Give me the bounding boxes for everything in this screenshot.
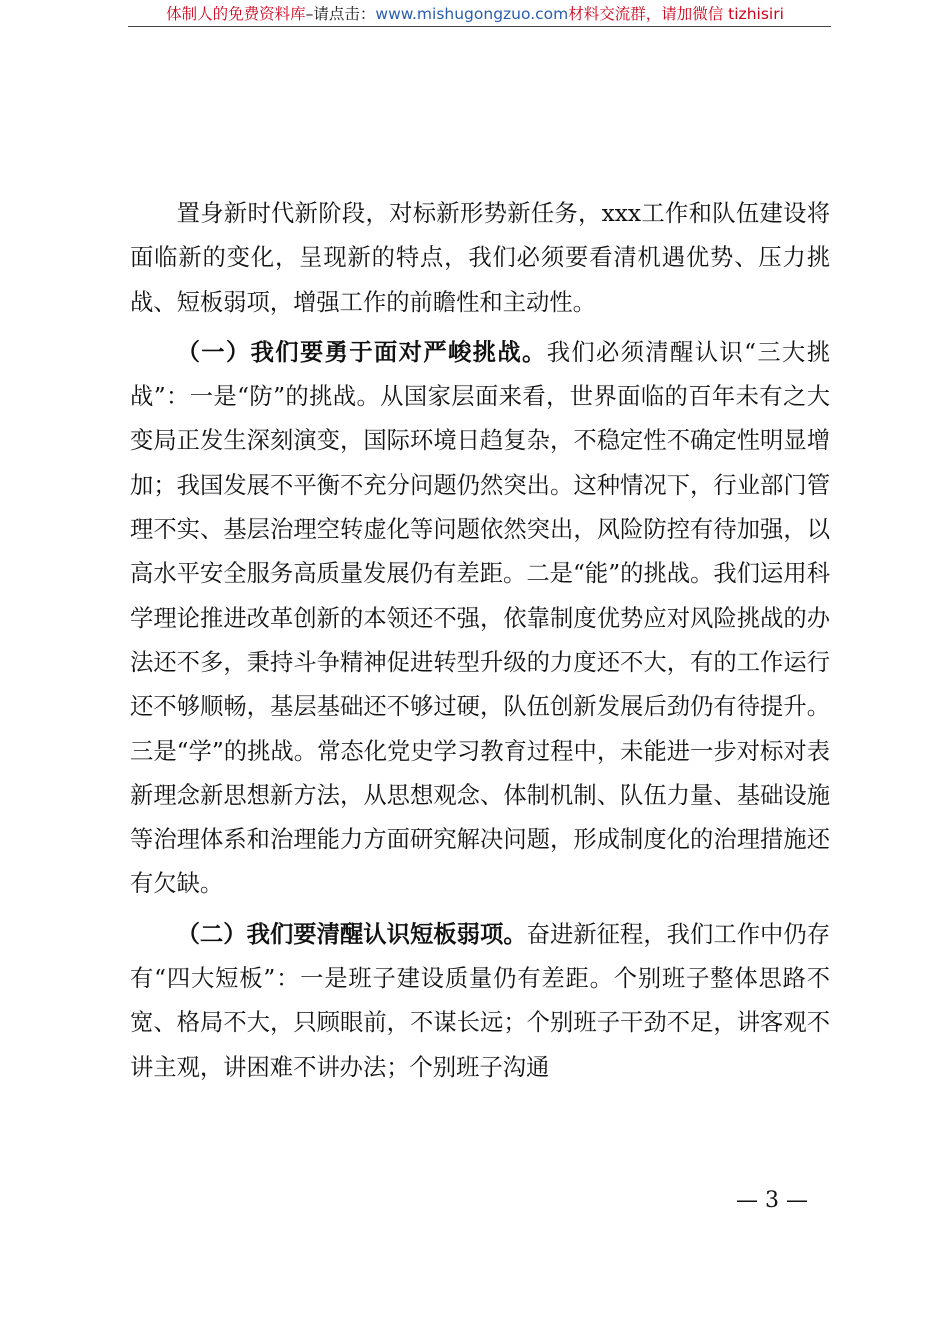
header-brand: 体制人的免费资料库 [166, 5, 306, 23]
section-1-paragraph [130, 331, 830, 907]
document-body [130, 192, 830, 1090]
header-prompt: –请点击： [305, 5, 376, 23]
section-1-text: 我们必须清醒认识“三大挑战”：一是“防”的挑战。从国家层面来看，世界面临的百年未有之大变局正发生深刻演变，国际环境日趋复杂，不稳定性不确定性明显增加；我国发展不平衡不充分问题仍然突出。这种情况下，行业部门管理不实、基层治理空转虚化等问题依然突出，风险防控有待加强，以高水平安全服务高质量发展仍有差距。二是“能”的挑战。我们运用科学理论推进改革创新的本领还不强，依靠制度优势应对风险挑战的办法还不多，秉持斗争精神促进转型升级的力度还不大，有的工作运行还不够顺畅，基层基础还不够过硬，队伍创新发展后劲仍有待提升。三是“学”的挑战。常态化党史学习教育过程中，未能进一步对标对表新理念新思想新方法，从思想观念、体制机制、队伍力量、基础设施等治理体系和治理能力方面研究解决问题，形成制度化的治理措施还有欠缺。 [130, 338, 830, 898]
section-1-heading: （一）我们要勇于面对严峻挑战。 [176, 338, 547, 366]
page-number: — 3 — [736, 1188, 808, 1213]
section-2-heading: （二）我们要清醒认识短板弱项。 [176, 920, 527, 948]
header-contact: 材料交流群，请加微信 tizhisiri [568, 5, 784, 23]
header-url-link[interactable]: www.mishugongzuo.com [375, 5, 569, 23]
header-divider [128, 26, 831, 27]
intro-paragraph: 置身新时代新阶段，对标新形势新任务，xxx工作和队伍建设将面临新的变化，呈现新的特点，我们必须要看清机遇优势、压力挑战、短板弱项，增强工作的前瞻性和主动性。 [130, 200, 830, 316]
header-banner [0, 4, 950, 24]
section-2-paragraph [130, 913, 830, 1090]
section-2-text: 奋进新征程，我们工作中仍存有“四大短板”：一是班子建设质量仍有差距。个别班子整体思路不宽、格局不大，只顾眼前，不谋长远；个别班子干劲不足，讲客观不讲主观，讲困难不讲办法；个别班子沟通 [130, 920, 831, 1081]
